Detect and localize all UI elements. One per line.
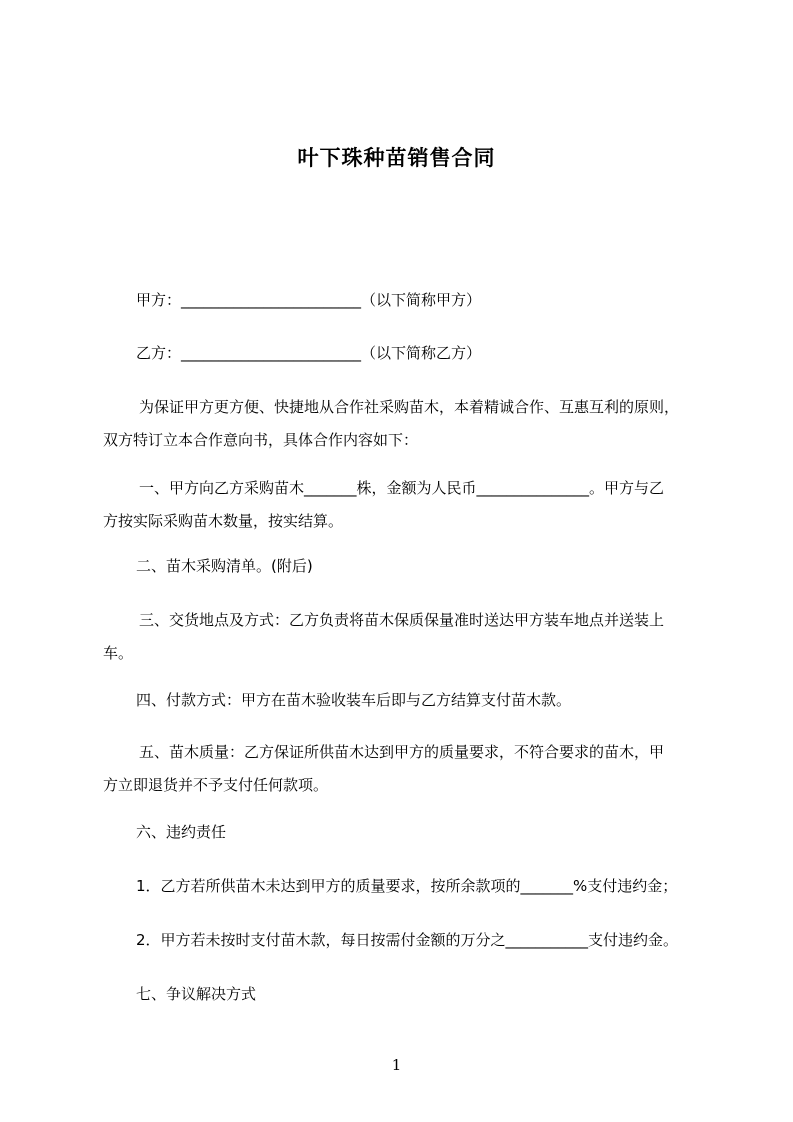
- clause-4: 四、付款方式：甲方在苗木验收装车后即与乙方结算支付苗木款。: [136, 691, 572, 709]
- clause-6-item-2: 2．甲方若未按时支付苗木款，每日按需付金额的万分之___________支付违约金。: [136, 931, 679, 949]
- clause-5-line-1: 五、苗木质量：乙方保证所供苗木达到甲方的质量要求，不符合要求的苗木，甲: [139, 743, 665, 761]
- clause-1-paragraph: [103, 472, 703, 538]
- clause-7-heading: 七、争议解决方式: [136, 985, 257, 1003]
- clause-3-line-2: 车。: [103, 644, 134, 662]
- party-b-line: 乙方：________________________（以下简称乙方）: [136, 344, 482, 362]
- clause-3-line-1: 三、交货地点及方式：乙方负责将苗木保质保量准时送达甲方装车地点并送装上: [139, 611, 665, 629]
- clause-6-item-1: 1．乙方若所供苗木未达到甲方的质量要求，按所余款项的_______%支付违约金；: [136, 877, 678, 895]
- clause-2: 二、苗木采购清单。(附后): [136, 557, 313, 575]
- party-a-line: 甲方：________________________（以下简称甲方）: [136, 291, 482, 309]
- page-number: 1: [391, 1056, 402, 1074]
- intro-line-2: 双方特订立本合作意向书，具体合作内容如下：: [103, 431, 419, 449]
- clause-1-line-2: 方按实际采购苗木数量，按实结算。: [103, 512, 344, 530]
- clause-6-heading: 六、违约责任: [136, 823, 227, 841]
- clause-5-line-2: 方立即退货并不予支付任何款项。: [103, 776, 329, 794]
- clause-1-line-1: 一、甲方向乙方采购苗木_______株，金额为人民币_______________。甲方与乙: [139, 479, 665, 497]
- intro-line-1: 为保证甲方更方便、快捷地从合作社采购苗木，本着精诚合作、互惠互利的原则，: [139, 398, 680, 416]
- intro-paragraph: [103, 391, 703, 457]
- document-title: 叶下珠种苗销售合同: [297, 146, 496, 170]
- clause-5-paragraph: [103, 736, 703, 802]
- clause-3-paragraph: [103, 604, 703, 670]
